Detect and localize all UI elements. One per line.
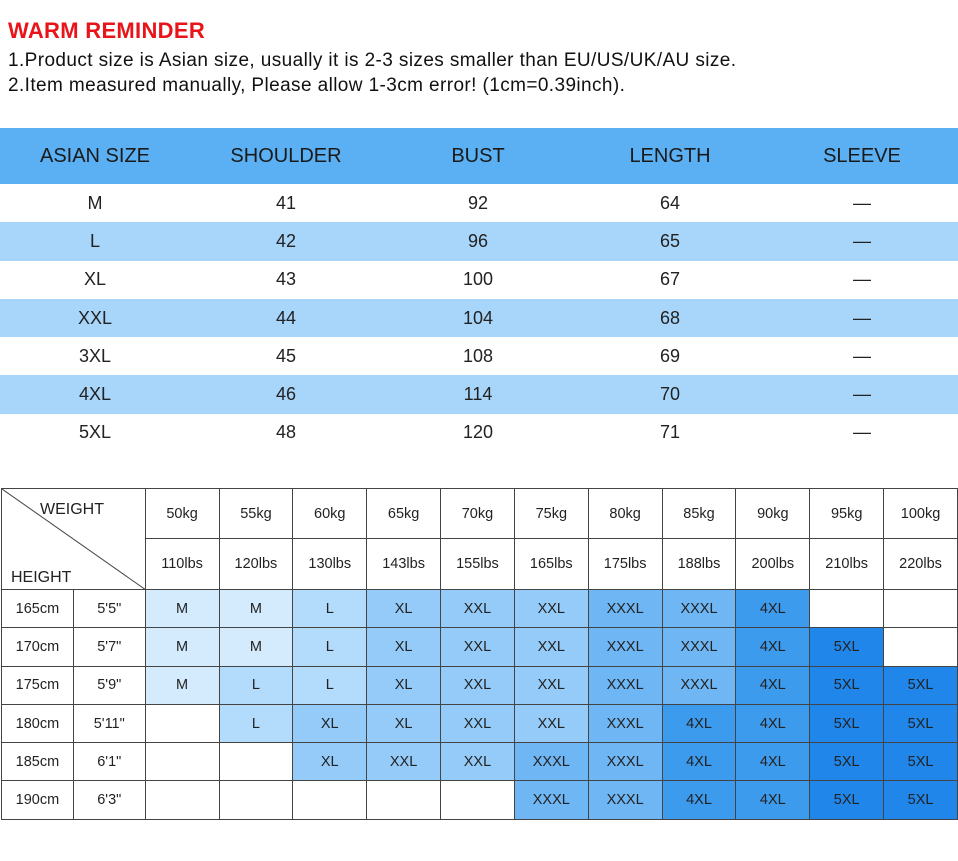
- size-cell-shoulder: 42: [190, 222, 382, 260]
- recommended-size-cell: 4XL: [662, 743, 736, 781]
- weight-height-chart-table: [1, 488, 958, 820]
- recommended-size-cell: XXL: [514, 590, 588, 628]
- weight-kg-header: 60kg: [293, 489, 367, 539]
- recommended-size-cell: L: [219, 666, 293, 704]
- size-chart-header-row: [0, 128, 958, 184]
- size-chart-row: [0, 375, 958, 413]
- weight-lbs-header: 143lbs: [367, 539, 441, 590]
- size-cell-length: 67: [659, 269, 681, 290]
- size-chart-row: [0, 299, 958, 337]
- weight-lbs-header: 200lbs: [736, 539, 810, 590]
- size-chart-table: [0, 128, 958, 452]
- recommended-size-cell: 5XL: [810, 666, 884, 704]
- reminder-note-error: 2.Item measured manually, Please allow 1-3cm error! (1cm=0.39inch).: [8, 75, 626, 96]
- recommended-size-cell: [884, 628, 958, 666]
- height-label: HEIGHT: [11, 569, 72, 586]
- recommended-size-cell: 4XL: [662, 781, 736, 819]
- height-cm-cell: 180cm: [2, 704, 74, 742]
- weight-lbs-header: 110lbs: [145, 539, 219, 590]
- recommended-size-cell: [884, 590, 958, 628]
- weight-height-corner: [2, 489, 146, 590]
- recommended-size-cell: XXL: [514, 704, 588, 742]
- recommended-size-cell: [219, 743, 293, 781]
- size-cell-asian-size: L: [0, 222, 190, 260]
- recommended-size-cell: 5XL: [810, 704, 884, 742]
- recommended-size-cell: XXXL: [588, 704, 662, 742]
- weight-lbs-header: 210lbs: [810, 539, 884, 590]
- weight-kg-header: 90kg: [736, 489, 810, 539]
- height-ft-cell: 5'5": [73, 590, 145, 628]
- size-cell-asian-size: XL: [83, 269, 107, 290]
- weight-kg-header: 55kg: [219, 489, 293, 539]
- height-cm-cell: 190cm: [2, 781, 74, 819]
- size-cell-sleeve: —: [766, 222, 958, 260]
- height-row: [2, 590, 958, 628]
- height-cm-cell: 165cm: [2, 590, 74, 628]
- header-sleeve: SLEEVE: [766, 128, 958, 184]
- recommended-size-cell: XXXL: [662, 628, 736, 666]
- size-cell-length: 64: [659, 192, 681, 213]
- recommended-size-cell: 4XL: [736, 666, 810, 704]
- size-cell-asian-size: XXL: [0, 299, 190, 337]
- height-row: [2, 781, 958, 819]
- weight-label: WEIGHT: [40, 501, 104, 518]
- recommended-size-cell: L: [293, 590, 367, 628]
- recommended-size-cell: [293, 781, 367, 819]
- recommended-size-cell: XXXL: [514, 781, 588, 819]
- size-cell-asian-size: 4XL: [0, 375, 190, 413]
- recommended-size-cell: 5XL: [810, 628, 884, 666]
- recommended-size-cell: 5XL: [810, 781, 884, 819]
- recommended-size-cell: L: [293, 666, 367, 704]
- recommended-size-cell: XL: [367, 590, 441, 628]
- recommended-size-cell: [145, 781, 219, 819]
- height-ft-cell: 5'11": [73, 704, 145, 742]
- weight-lbs-header: 165lbs: [514, 539, 588, 590]
- recommended-size-cell: M: [145, 590, 219, 628]
- weight-kg-header: 50kg: [145, 489, 219, 539]
- weight-lbs-header: 120lbs: [219, 539, 293, 590]
- recommended-size-cell: XXL: [441, 743, 515, 781]
- recommended-size-cell: 4XL: [736, 781, 810, 819]
- recommended-size-cell: XXXL: [662, 590, 736, 628]
- size-chart-row: [0, 222, 958, 260]
- size-cell-sleeve: —: [853, 269, 871, 290]
- size-cell-bust: 104: [382, 299, 574, 337]
- recommended-size-cell: XL: [293, 704, 367, 742]
- size-cell-shoulder: 41: [275, 192, 297, 213]
- recommended-size-cell: XXL: [367, 743, 441, 781]
- weight-lbs-header: 220lbs: [884, 539, 958, 590]
- weight-kg-header: 95kg: [810, 489, 884, 539]
- size-cell-shoulder: 48: [275, 422, 297, 443]
- weight-kg-header: 100kg: [884, 489, 958, 539]
- recommended-size-cell: [145, 704, 219, 742]
- size-cell-length: 71: [659, 422, 681, 443]
- size-chart-row: [0, 261, 958, 299]
- warm-reminder-title: WARM REMINDER: [8, 18, 206, 43]
- header-bust: BUST: [382, 128, 574, 184]
- size-cell-bust: 92: [467, 192, 489, 213]
- height-row: [2, 743, 958, 781]
- recommended-size-cell: 5XL: [884, 781, 958, 819]
- recommended-size-cell: 4XL: [736, 590, 810, 628]
- recommended-size-cell: 5XL: [884, 704, 958, 742]
- weight-kg-header: 70kg: [441, 489, 515, 539]
- recommended-size-cell: XL: [293, 743, 367, 781]
- recommended-size-cell: [367, 781, 441, 819]
- recommended-size-cell: XL: [367, 628, 441, 666]
- recommended-size-cell: XL: [367, 666, 441, 704]
- recommended-size-cell: 4XL: [736, 743, 810, 781]
- header-asian-size: ASIAN SIZE: [0, 128, 190, 184]
- recommended-size-cell: M: [219, 628, 293, 666]
- recommended-size-cell: M: [145, 666, 219, 704]
- size-cell-length: 65: [574, 222, 766, 260]
- size-cell-length: 68: [574, 299, 766, 337]
- weight-lbs-header: 155lbs: [441, 539, 515, 590]
- height-ft-cell: 6'1": [73, 743, 145, 781]
- weight-lbs-header: 130lbs: [293, 539, 367, 590]
- height-ft-cell: 6'3": [73, 781, 145, 819]
- size-cell-sleeve: —: [853, 422, 871, 443]
- recommended-size-cell: 5XL: [884, 743, 958, 781]
- size-cell-length: 69: [659, 345, 681, 366]
- size-cell-asian-size: 5XL: [78, 422, 112, 443]
- size-cell-sleeve: —: [853, 192, 871, 213]
- recommended-size-cell: XXXL: [588, 666, 662, 704]
- size-cell-bust: 120: [462, 422, 494, 443]
- size-cell-shoulder: 46: [190, 375, 382, 413]
- recommended-size-cell: [145, 743, 219, 781]
- height-cm-cell: 170cm: [2, 628, 74, 666]
- size-cell-asian-size: M: [87, 192, 103, 213]
- recommended-size-cell: L: [219, 704, 293, 742]
- recommended-size-cell: XXL: [441, 628, 515, 666]
- size-cell-shoulder: 43: [275, 269, 297, 290]
- height-row: [2, 628, 958, 666]
- weight-lbs-header: 188lbs: [662, 539, 736, 590]
- weight-kg-header: 65kg: [367, 489, 441, 539]
- recommended-size-cell: XL: [367, 704, 441, 742]
- weight-kg-header: 80kg: [588, 489, 662, 539]
- weight-kg-header: 75kg: [514, 489, 588, 539]
- reminder-note-size: 1.Product size is Asian size, usually it is 2-3 sizes smaller than EU/US/UK/AU size.: [8, 50, 737, 71]
- size-cell-shoulder: 45: [275, 345, 297, 366]
- size-cell-sleeve: —: [766, 375, 958, 413]
- header-length: LENGTH: [574, 128, 766, 184]
- height-ft-cell: 5'7": [73, 628, 145, 666]
- size-chart-row: [0, 184, 958, 222]
- weight-lbs-header: 175lbs: [588, 539, 662, 590]
- recommended-size-cell: [810, 590, 884, 628]
- height-ft-cell: 5'9": [73, 666, 145, 704]
- recommended-size-cell: XXL: [441, 704, 515, 742]
- size-cell-bust: 108: [462, 345, 494, 366]
- size-cell-shoulder: 44: [190, 299, 382, 337]
- recommended-size-cell: XXXL: [514, 743, 588, 781]
- size-cell-length: 70: [574, 375, 766, 413]
- height-row: [2, 666, 958, 704]
- size-cell-asian-size: 3XL: [78, 345, 112, 366]
- size-cell-sleeve: —: [766, 299, 958, 337]
- size-cell-bust: 96: [382, 222, 574, 260]
- recommended-size-cell: 5XL: [810, 743, 884, 781]
- weight-kg-header: 85kg: [662, 489, 736, 539]
- recommended-size-cell: M: [219, 590, 293, 628]
- recommended-size-cell: XXL: [441, 590, 515, 628]
- size-chart-row: [0, 337, 958, 375]
- size-cell-sleeve: —: [853, 345, 871, 366]
- recommended-size-cell: L: [293, 628, 367, 666]
- height-row: [2, 704, 958, 742]
- recommended-size-cell: [219, 781, 293, 819]
- size-cell-bust: 100: [462, 269, 494, 290]
- size-chart-row: [0, 414, 958, 452]
- recommended-size-cell: XXXL: [662, 666, 736, 704]
- recommended-size-cell: XXXL: [588, 628, 662, 666]
- recommended-size-cell: [441, 781, 515, 819]
- recommended-size-cell: XXL: [441, 666, 515, 704]
- recommended-size-cell: XXL: [514, 628, 588, 666]
- recommended-size-cell: 5XL: [884, 666, 958, 704]
- recommended-size-cell: XXXL: [588, 781, 662, 819]
- recommended-size-cell: 4XL: [736, 704, 810, 742]
- recommended-size-cell: XXXL: [588, 743, 662, 781]
- header-shoulder: SHOULDER: [190, 128, 382, 184]
- recommended-size-cell: 4XL: [662, 704, 736, 742]
- recommended-size-cell: XXL: [514, 666, 588, 704]
- height-cm-cell: 175cm: [2, 666, 74, 704]
- height-cm-cell: 185cm: [2, 743, 74, 781]
- size-cell-bust: 114: [382, 375, 574, 413]
- recommended-size-cell: M: [145, 628, 219, 666]
- recommended-size-cell: 4XL: [736, 628, 810, 666]
- recommended-size-cell: XXXL: [588, 590, 662, 628]
